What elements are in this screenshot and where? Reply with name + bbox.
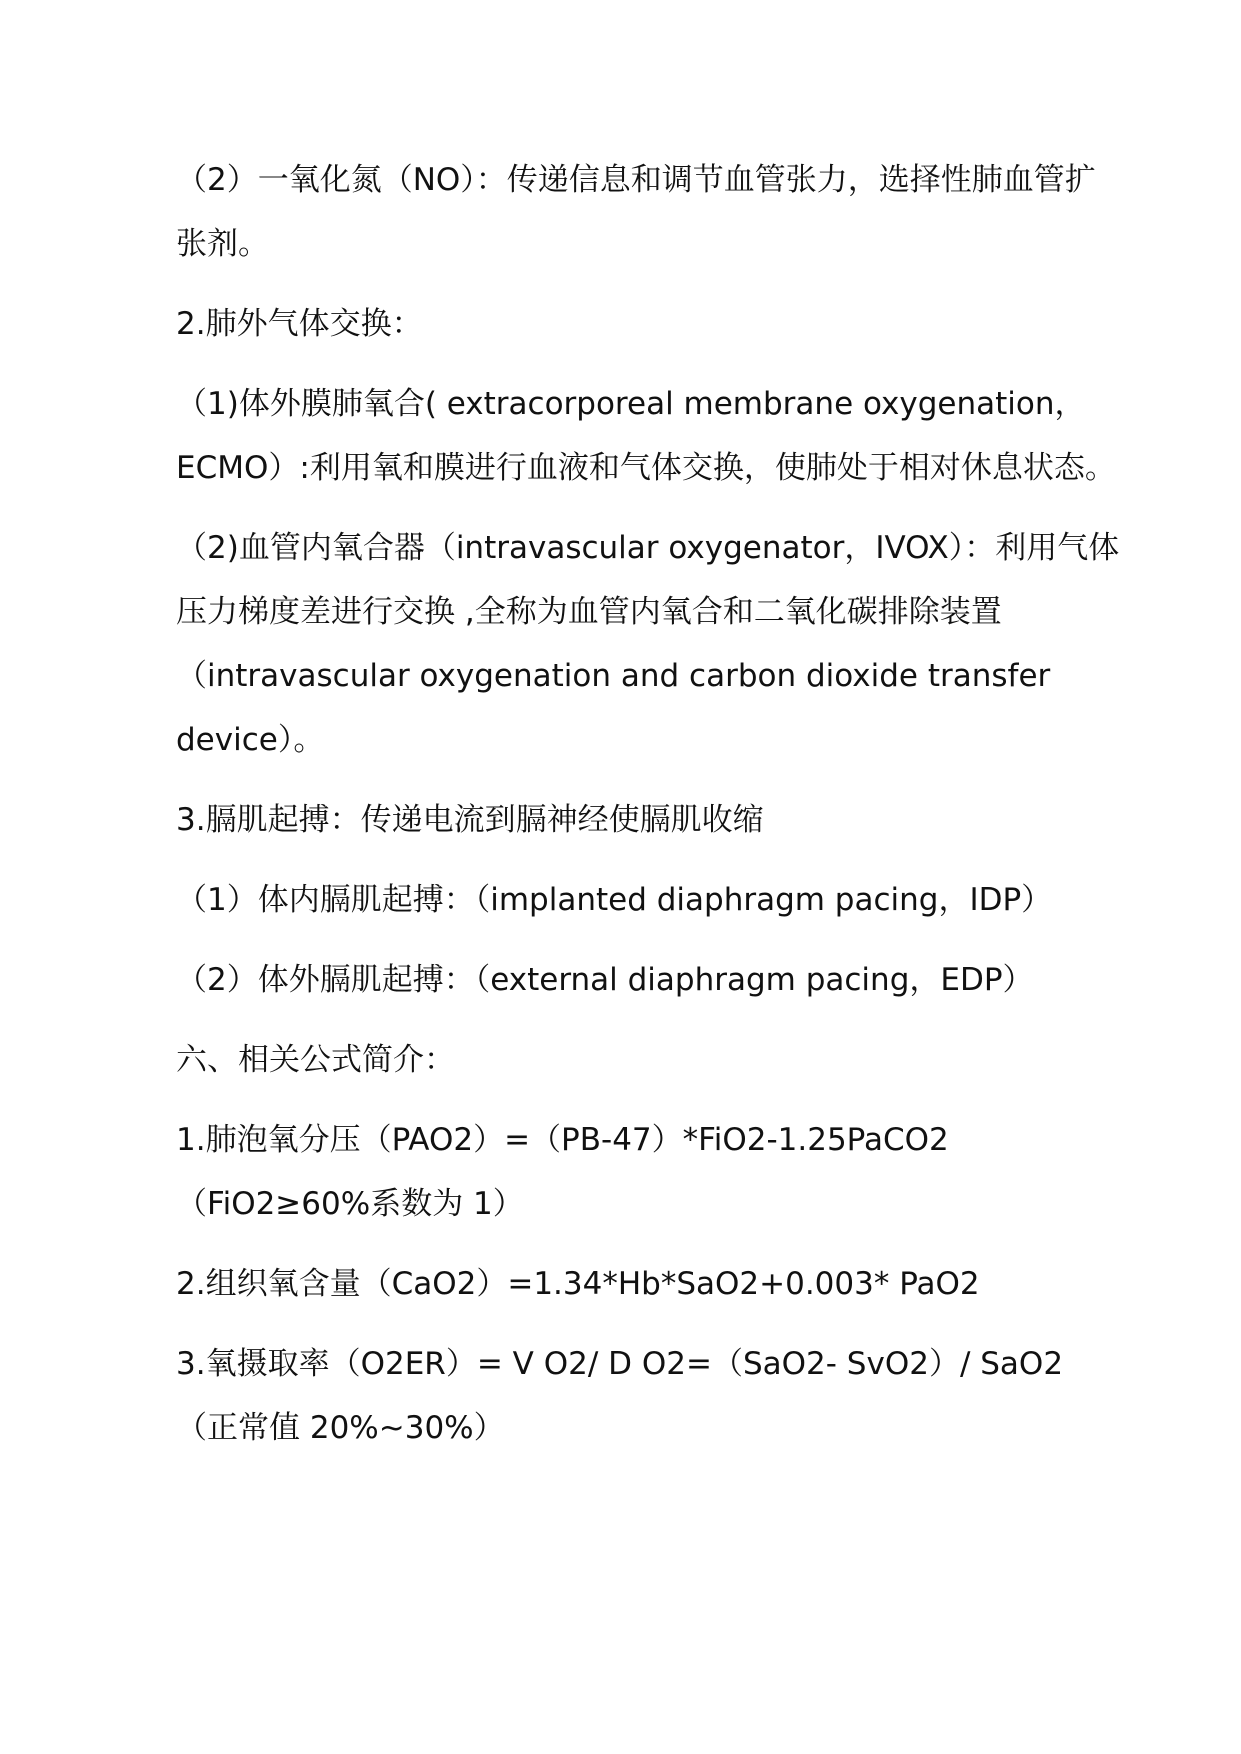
paragraph-no-vasodilator: （2）一氧化氮（NO）：传递信息和调节血管张力，选择性肺血管扩张剂。 [176, 162, 1096, 262]
section-heading-formulas: 六、相关公式简介： [176, 1042, 455, 1078]
heading-extrapulmonary-gas-exchange: 2.肺外气体交换： [176, 306, 423, 342]
paragraph-idp: （1）体内膈肌起搏：（implanted diaphragm pacing，IDP） [176, 882, 1053, 918]
formula-oxygen-extraction: 3.氧摄取率（O2ER）= V O2/ D O2=（SaO2- SvO2）/ SaO2（正常值 20%~30%） [176, 1346, 1064, 1446]
paragraph-edp: （2）体外膈肌起搏：（external diaphragm pacing，EDP） [176, 962, 1034, 998]
heading-diaphragm-pacing: 3.膈肌起搏：传递电流到膈神经使膈肌收缩 [176, 802, 764, 838]
formula-alveolar-oxygen: 1.肺泡氧分压（PAO2）=（PB-47）*FiO2-1.25PaCO2（FiO2≥60%系数为 1） [176, 1122, 949, 1222]
paragraph-ivox: （2)血管内氧合器（intravascular oxygenator，IVOX）：利用气体压力梯度差进行交换 ,全称为血管内氧合和二氧化碳排除装置（intravascular oxygenation and carbon dioxide transfer device）。 [176, 530, 1120, 758]
formula-oxygen-content: 2.组织氧含量（CaO2）=1.34*Hb*SaO2+0.003* PaO2 [176, 1266, 980, 1302]
document-body [176, 148, 1121, 1476]
paragraph-ecmo: （1)体外膜肺氧合( extracorporeal membrane oxygenation，ECMO）:利用氧和膜进行血液和气体交换，使肺处于相对休息状态。 [176, 386, 1116, 486]
